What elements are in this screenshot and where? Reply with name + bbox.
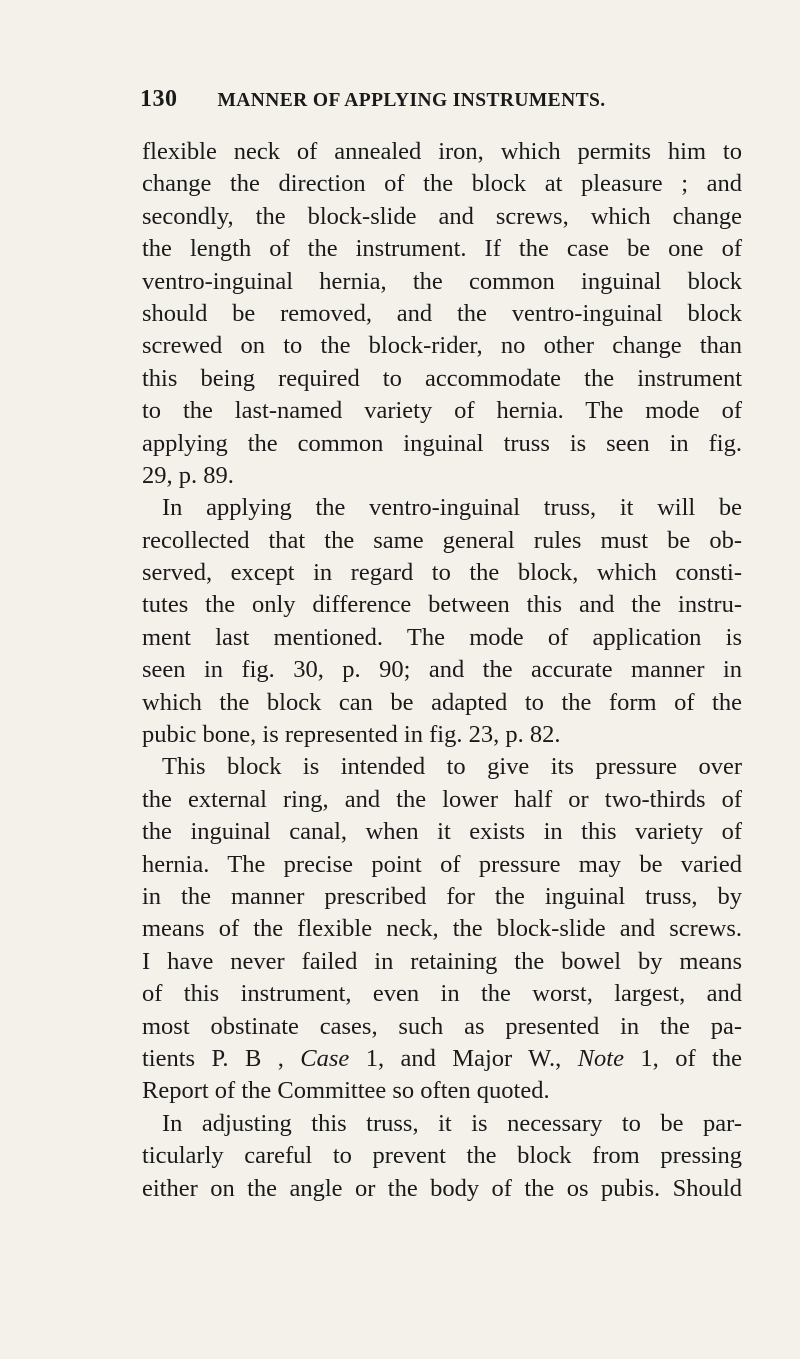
text-segment: 1, of the [624,1044,742,1072]
text-line: secondly, the block-slide and screws, which change [142,202,742,230]
text-line: hernia. The precise point of pressure may be varied [142,850,742,878]
italic-text: Case [300,1044,350,1072]
text-line: applying the common inguinal truss is seen in fig. [142,429,742,457]
text-segment: 1, and Major W., [349,1044,578,1072]
text-line: In applying the ventro-inguinal truss, it will be [162,494,742,522]
page-number: 130 [140,86,178,112]
body-text [142,136,742,1205]
page-header [140,86,630,122]
text-line: the length of the instrument. If the case be one of [142,235,742,263]
text-line: ticularly careful to prevent the block from pressing [142,1142,742,1170]
text-line: I have never failed in retaining the bowel by means [142,947,742,975]
text-line: This block is intended to give its pressure over [162,753,742,781]
text-line: pubic bone, is represented in fig. 23, p. 82. [142,721,561,749]
text-line: seen in fig. 30, p. 90; and the accurate manner in [142,656,742,684]
text-line: tutes the only difference between this and the instru- [142,591,742,619]
text-line: ment last mentioned. The mode of application is [142,623,742,651]
running-head: MANNER OF APPLYING INSTRUMENTS. [217,90,606,111]
text-line: should be removed, and the ventro-inguinal block [142,299,742,327]
text-line: in the manner prescribed for the inguinal truss, by [142,882,742,910]
text-line: of this instrument, even in the worst, largest, and [142,980,742,1008]
text-line: either on the angle or the body of the os pubis. Should [142,1174,742,1202]
text-line: served, except in regard to the block, which consti- [142,559,742,587]
text-line: flexible neck of annealed iron, which permits him to [142,138,742,165]
text-line: means of the flexible neck, the block-slide and screws. [142,915,742,943]
text-line [142,1043,742,1075]
text-segment: tients P. B , [142,1044,301,1072]
text-line: the inguinal canal, when it exists in this variety of [142,818,742,846]
italic-text: Note [577,1044,624,1072]
text-line: which the block can be adapted to the form of the [142,688,742,716]
text-line: ventro-inguinal hernia, the common inguinal block [142,267,742,295]
text-line: recollected that the same general rules must be ob- [142,526,742,554]
text-line: screwed on to the block-rider, no other change than [142,332,742,360]
text-line: this being required to accommodate the instrument [142,364,742,392]
text-line: to the last-named variety of hernia. The mode of [142,397,742,425]
text-line: most obstinate cases, such as presented in the pa- [142,1012,742,1040]
text-line: 29, p. 89. [142,461,234,489]
text-line: the external ring, and the lower half or two-thirds of [142,785,742,813]
text-line: Report of the Committee so often quoted. [142,1077,550,1105]
text-line: change the direction of the block at pleasure ; and [142,170,742,198]
text-line: In adjusting this truss, it is necessary to be par- [162,1109,742,1137]
